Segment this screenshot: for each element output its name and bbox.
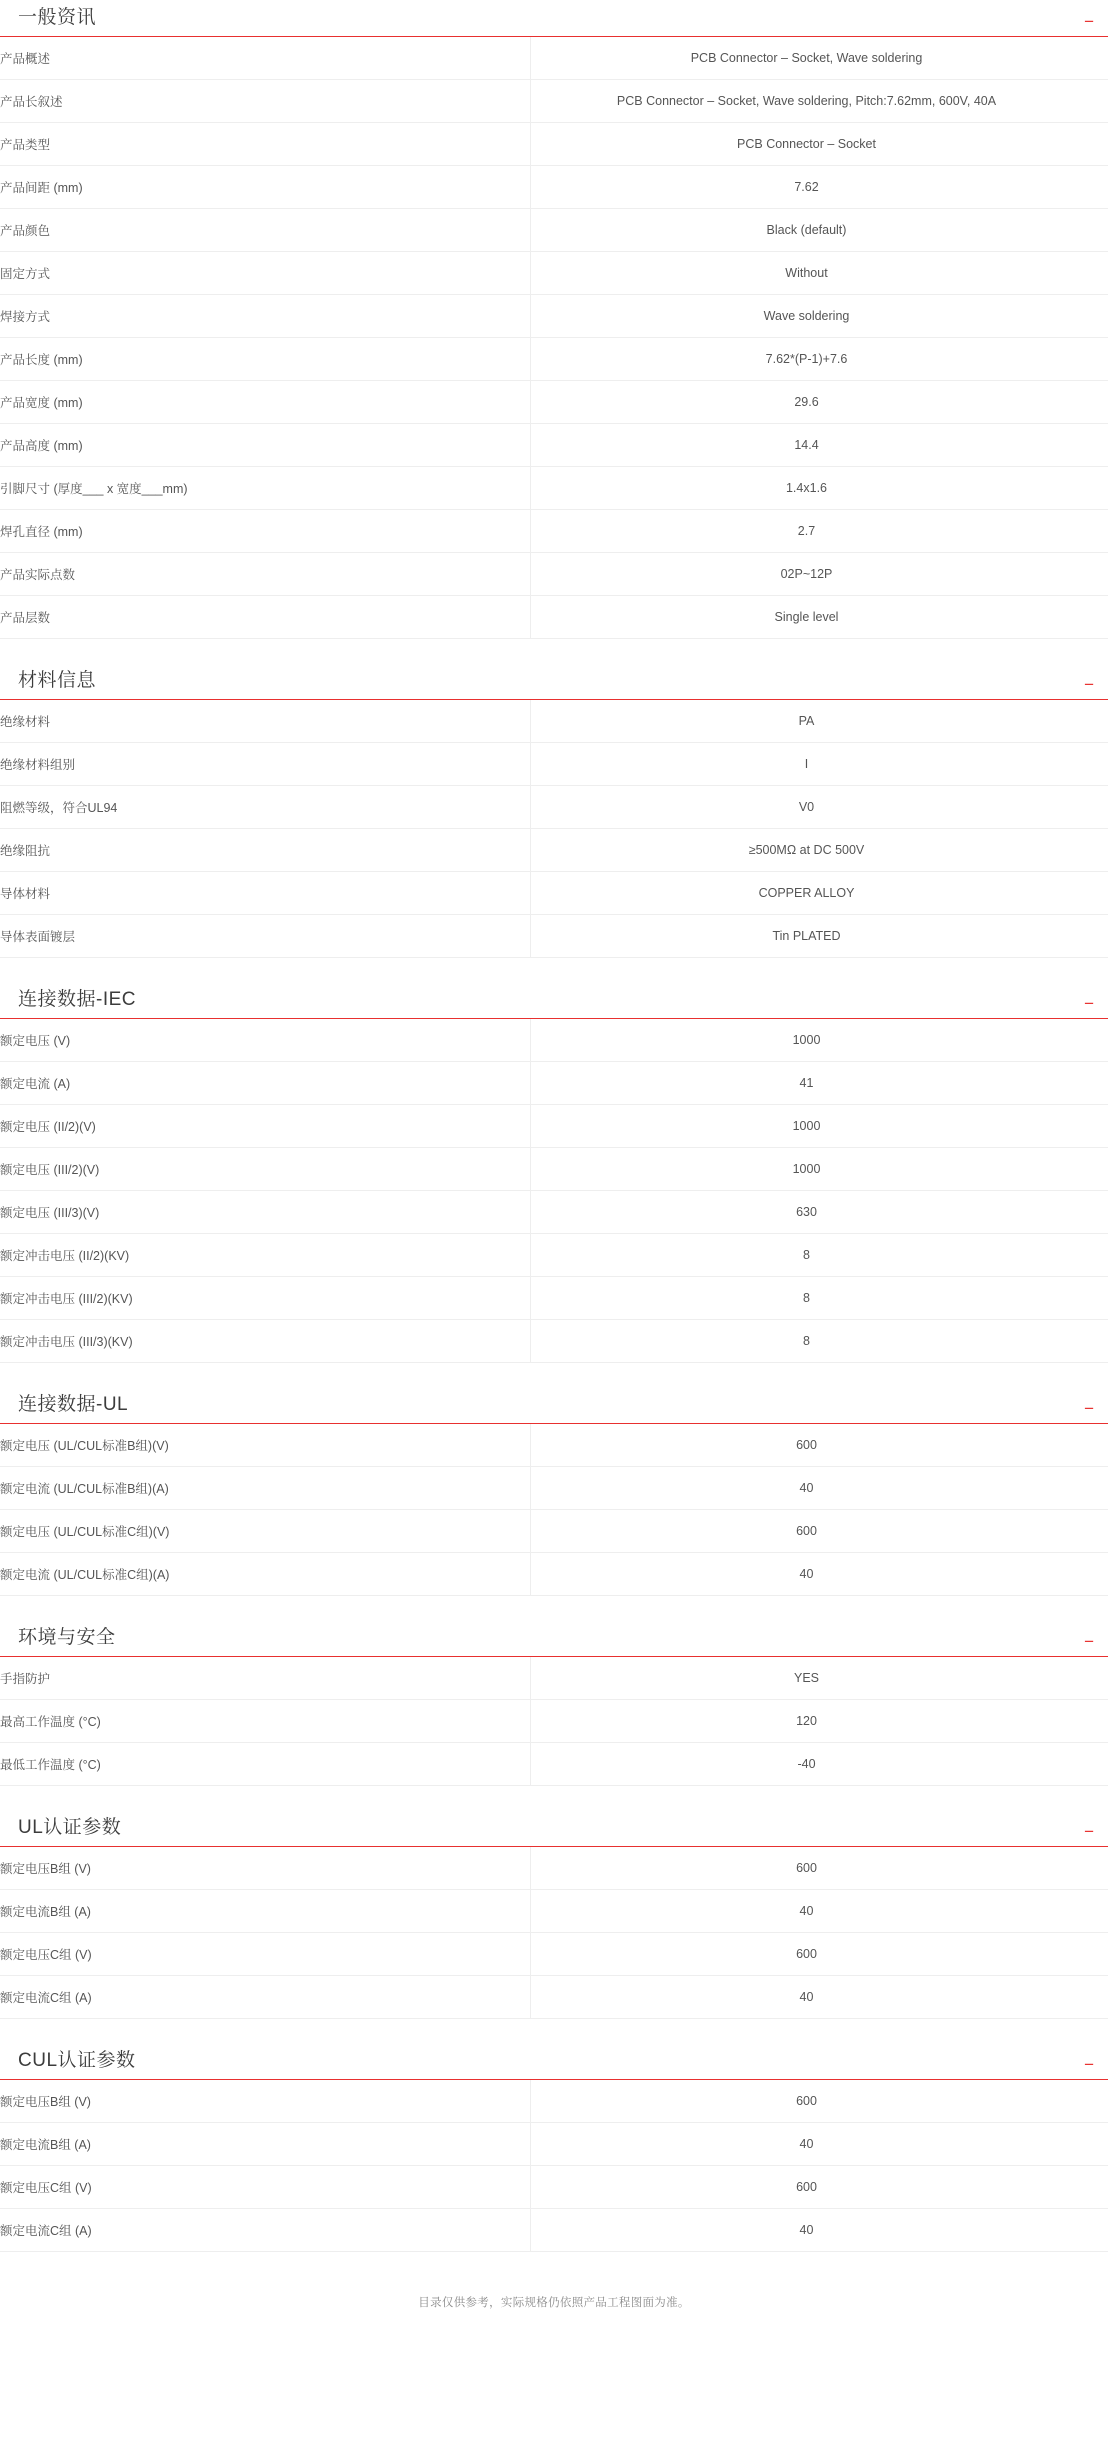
spec-value: 120 bbox=[796, 1714, 817, 1728]
spec-value: 40 bbox=[799, 1481, 814, 1495]
spec-value-cell bbox=[530, 1105, 1108, 1148]
spec-label: 绝缘阻抗 bbox=[0, 829, 530, 872]
spec-label: 额定电流 (UL/CUL标准B组)(A) bbox=[0, 1467, 530, 1510]
spec-value-cell bbox=[530, 2166, 1108, 2209]
spec-label: 产品概述 bbox=[0, 37, 530, 80]
spec-value: 600 bbox=[796, 2180, 817, 2194]
table-row bbox=[0, 252, 1108, 295]
spec-value-cell bbox=[530, 80, 1108, 123]
spec-value-cell bbox=[530, 1743, 1108, 1786]
spec-label: 额定电压 (V) bbox=[0, 1019, 530, 1062]
table-row bbox=[0, 1062, 1108, 1105]
spec-label: 额定电压B组 (V) bbox=[0, 1847, 530, 1890]
spec-value: 600 bbox=[796, 1438, 817, 1452]
spec-value-cell bbox=[530, 295, 1108, 338]
table-row bbox=[0, 743, 1108, 786]
spec-label: 产品层数 bbox=[0, 596, 530, 639]
table-row bbox=[0, 1191, 1108, 1234]
spec-value: PA bbox=[798, 714, 815, 728]
collapse-minus-icon[interactable]: − bbox=[1084, 2055, 1094, 2074]
spec-value-cell bbox=[530, 1890, 1108, 1933]
table-row bbox=[0, 596, 1108, 639]
spec-value-cell bbox=[530, 166, 1108, 209]
spec-value-cell bbox=[530, 37, 1108, 80]
spec-label: 额定电压 (UL/CUL标准B组)(V) bbox=[0, 1424, 530, 1467]
table-row bbox=[0, 2209, 1108, 2252]
spec-value: 40 bbox=[799, 2223, 814, 2237]
table-row bbox=[0, 1976, 1108, 2019]
collapse-minus-icon[interactable]: − bbox=[1084, 675, 1094, 694]
table-row bbox=[0, 872, 1108, 915]
spec-value: 8 bbox=[803, 1248, 810, 1262]
spec-value-cell bbox=[530, 2209, 1108, 2252]
spec-label: 产品实际点数 bbox=[0, 553, 530, 596]
spec-value-cell bbox=[530, 786, 1108, 829]
spec-value: 1.4x1.6 bbox=[785, 481, 827, 495]
spec-value-cell bbox=[530, 2123, 1108, 2166]
table-row bbox=[0, 1553, 1108, 1596]
spec-value: 7.62 bbox=[794, 180, 819, 194]
table-row bbox=[0, 1467, 1108, 1510]
spec-value: 600 bbox=[796, 1947, 817, 1961]
spec-label: 额定电压 (UL/CUL标准C组)(V) bbox=[0, 1510, 530, 1553]
spec-value-cell bbox=[530, 510, 1108, 553]
spec-table bbox=[0, 1019, 1108, 1363]
spec-table bbox=[0, 37, 1108, 639]
table-row bbox=[0, 829, 1108, 872]
table-row bbox=[0, 915, 1108, 958]
spec-label: 手指防护 bbox=[0, 1657, 530, 1700]
section-header bbox=[0, 665, 1108, 700]
table-row bbox=[0, 80, 1108, 123]
section-header bbox=[0, 984, 1108, 1019]
spec-value: ≥500MΩ at DC 500V bbox=[748, 843, 865, 857]
table-row bbox=[0, 786, 1108, 829]
table-row bbox=[0, 510, 1108, 553]
spec-value: 8 bbox=[803, 1291, 810, 1305]
spec-label: 导体表面镀层 bbox=[0, 915, 530, 958]
spec-value: 40 bbox=[799, 1990, 814, 2004]
spec-value-cell bbox=[530, 1976, 1108, 2019]
spec-value: 41 bbox=[799, 1076, 814, 1090]
section-title: 环境与安全 bbox=[18, 1627, 116, 1648]
spec-label: 额定电流C组 (A) bbox=[0, 2209, 530, 2252]
spec-value-cell bbox=[530, 1424, 1108, 1467]
spec-value: PCB Connector – Socket bbox=[737, 137, 876, 151]
table-row bbox=[0, 166, 1108, 209]
spec-value: COPPER ALLOY bbox=[758, 886, 855, 900]
spec-value-cell bbox=[530, 743, 1108, 786]
spec-value: 1000 bbox=[792, 1162, 821, 1176]
spec-section bbox=[0, 1622, 1108, 1786]
spec-label: 额定电流B组 (A) bbox=[0, 1890, 530, 1933]
table-row bbox=[0, 1847, 1108, 1890]
spec-label: 额定电压 (III/2)(V) bbox=[0, 1148, 530, 1191]
table-row bbox=[0, 1510, 1108, 1553]
spec-value: 02P~12P bbox=[780, 567, 833, 581]
spec-value-cell bbox=[530, 209, 1108, 252]
spec-value: 630 bbox=[796, 1205, 817, 1219]
spec-value: -40 bbox=[797, 1757, 816, 1771]
spec-label: 额定电压 (III/3)(V) bbox=[0, 1191, 530, 1234]
spec-value: 600 bbox=[796, 1861, 817, 1875]
table-row bbox=[0, 37, 1108, 80]
spec-value: 14.4 bbox=[794, 438, 819, 452]
spec-label: 焊接方式 bbox=[0, 295, 530, 338]
table-row bbox=[0, 1234, 1108, 1277]
spec-label: 额定冲击电压 (II/2)(KV) bbox=[0, 1234, 530, 1277]
spec-value-cell bbox=[530, 1148, 1108, 1191]
spec-section bbox=[0, 1389, 1108, 1596]
collapse-minus-icon[interactable]: − bbox=[1084, 994, 1094, 1013]
table-row bbox=[0, 209, 1108, 252]
table-row bbox=[0, 700, 1108, 743]
spec-section bbox=[0, 1812, 1108, 2019]
section-header bbox=[0, 1622, 1108, 1657]
spec-value: PCB Connector – Socket, Wave soldering bbox=[690, 51, 923, 65]
spec-value-cell bbox=[530, 1062, 1108, 1105]
table-row bbox=[0, 1320, 1108, 1363]
spec-value: 600 bbox=[796, 2094, 817, 2108]
table-row bbox=[0, 1148, 1108, 1191]
spec-value: 40 bbox=[799, 2137, 814, 2151]
spec-label: 产品宽度 (mm) bbox=[0, 381, 530, 424]
spec-value: I bbox=[804, 757, 809, 771]
spec-label: 固定方式 bbox=[0, 252, 530, 295]
spec-value-cell bbox=[530, 1277, 1108, 1320]
section-title: UL认证参数 bbox=[18, 1817, 122, 1838]
table-row bbox=[0, 338, 1108, 381]
spec-label: 最低工作温度 (°C) bbox=[0, 1743, 530, 1786]
spec-value-cell bbox=[530, 1191, 1108, 1234]
table-row bbox=[0, 1105, 1108, 1148]
spec-label: 产品高度 (mm) bbox=[0, 424, 530, 467]
spec-table bbox=[0, 1657, 1108, 1786]
spec-value-cell bbox=[530, 1700, 1108, 1743]
section-title: 材料信息 bbox=[18, 670, 97, 691]
spec-value-cell bbox=[530, 596, 1108, 639]
spec-label: 额定电流 (UL/CUL标准C组)(A) bbox=[0, 1553, 530, 1596]
spec-label: 焊孔直径 (mm) bbox=[0, 510, 530, 553]
spec-value: Wave soldering bbox=[763, 309, 850, 323]
table-row bbox=[0, 467, 1108, 510]
spec-value-cell bbox=[530, 424, 1108, 467]
spec-value: V0 bbox=[798, 800, 815, 814]
spec-label: 最高工作温度 (°C) bbox=[0, 1700, 530, 1743]
spec-section bbox=[0, 0, 1108, 639]
spec-table bbox=[0, 1847, 1108, 2019]
spec-label: 额定电流 (A) bbox=[0, 1062, 530, 1105]
spec-value-cell bbox=[530, 1320, 1108, 1363]
spec-value-cell bbox=[530, 1234, 1108, 1277]
collapse-minus-icon[interactable]: − bbox=[1084, 1632, 1094, 1651]
spec-label: 产品长度 (mm) bbox=[0, 338, 530, 381]
section-title: 一般资讯 bbox=[18, 7, 97, 28]
spec-label: 产品颜色 bbox=[0, 209, 530, 252]
table-row bbox=[0, 1019, 1108, 1062]
table-row bbox=[0, 123, 1108, 166]
spec-table bbox=[0, 2080, 1108, 2252]
collapse-minus-icon[interactable]: − bbox=[1084, 1399, 1094, 1418]
table-row bbox=[0, 1933, 1108, 1976]
table-row bbox=[0, 1657, 1108, 1700]
spec-table bbox=[0, 1424, 1108, 1596]
spec-value-cell bbox=[530, 381, 1108, 424]
spec-section bbox=[0, 2045, 1108, 2252]
spec-label: 产品长叙述 bbox=[0, 80, 530, 123]
spec-value-cell bbox=[530, 700, 1108, 743]
table-row bbox=[0, 553, 1108, 596]
table-row bbox=[0, 1277, 1108, 1320]
spec-value: 40 bbox=[799, 1567, 814, 1581]
spec-label: 产品类型 bbox=[0, 123, 530, 166]
spec-section bbox=[0, 665, 1108, 958]
spec-value: 1000 bbox=[792, 1119, 821, 1133]
spec-value: 7.62*(P-1)+7.6 bbox=[765, 352, 848, 366]
section-header bbox=[0, 1812, 1108, 1847]
spec-value-cell bbox=[530, 1467, 1108, 1510]
spec-section bbox=[0, 984, 1108, 1363]
spec-value-cell bbox=[530, 467, 1108, 510]
spec-label: 阻燃等级，符合UL94 bbox=[0, 786, 530, 829]
spec-value-cell bbox=[530, 1019, 1108, 1062]
spec-label: 额定电流B组 (A) bbox=[0, 2123, 530, 2166]
table-row bbox=[0, 424, 1108, 467]
table-row bbox=[0, 2166, 1108, 2209]
spec-label: 绝缘材料组别 bbox=[0, 743, 530, 786]
spec-value: Without bbox=[785, 266, 828, 280]
spec-label: 额定冲击电压 (III/3)(KV) bbox=[0, 1320, 530, 1363]
spec-label: 额定冲击电压 (III/2)(KV) bbox=[0, 1277, 530, 1320]
spec-value-cell bbox=[530, 1657, 1108, 1700]
collapse-minus-icon[interactable]: − bbox=[1084, 12, 1094, 31]
spec-value-cell bbox=[530, 252, 1108, 295]
spec-value-cell bbox=[530, 915, 1108, 958]
table-row bbox=[0, 2080, 1108, 2123]
spec-value-cell bbox=[530, 123, 1108, 166]
spec-value: PCB Connector – Socket, Wave soldering, Pitch:7.62mm, 600V, 40A bbox=[616, 94, 997, 108]
spec-value-cell bbox=[530, 2080, 1108, 2123]
spec-value: YES bbox=[793, 1671, 819, 1685]
spec-value-cell bbox=[530, 553, 1108, 596]
spec-label: 额定电流C组 (A) bbox=[0, 1976, 530, 2019]
spec-value-cell bbox=[530, 829, 1108, 872]
spec-value: Single level bbox=[774, 610, 839, 624]
spec-value: 29.6 bbox=[794, 395, 819, 409]
table-row bbox=[0, 1743, 1108, 1786]
spec-value-cell bbox=[530, 338, 1108, 381]
spec-value: 600 bbox=[796, 1524, 817, 1538]
section-title: 连接数据-UL bbox=[18, 1394, 129, 1415]
table-row bbox=[0, 295, 1108, 338]
spec-value: Black (default) bbox=[766, 223, 847, 237]
spec-label: 额定电压B组 (V) bbox=[0, 2080, 530, 2123]
section-header bbox=[0, 1389, 1108, 1424]
spec-value: 40 bbox=[799, 1904, 814, 1918]
spec-value-cell bbox=[530, 1933, 1108, 1976]
spec-label: 导体材料 bbox=[0, 872, 530, 915]
spec-label: 绝缘材料 bbox=[0, 700, 530, 743]
spec-value: 2.7 bbox=[797, 524, 816, 538]
spec-value: 1000 bbox=[792, 1033, 821, 1047]
section-header bbox=[0, 0, 1108, 37]
table-row bbox=[0, 1424, 1108, 1467]
footer-note: 目录仅供参考，实际规格仍依照产品工程图面为准。 bbox=[418, 2297, 690, 2309]
spec-label: 引脚尺寸 (厚度___ x 宽度___mm) bbox=[0, 467, 530, 510]
spec-label: 额定电压C组 (V) bbox=[0, 1933, 530, 1976]
table-row bbox=[0, 1890, 1108, 1933]
spec-value: Tin PLATED bbox=[772, 929, 841, 943]
spec-table bbox=[0, 700, 1108, 958]
table-row bbox=[0, 2123, 1108, 2166]
spec-label: 额定电压 (II/2)(V) bbox=[0, 1105, 530, 1148]
section-title: CUL认证参数 bbox=[18, 2050, 136, 2071]
section-header bbox=[0, 2045, 1108, 2080]
spec-value-cell bbox=[530, 872, 1108, 915]
spec-value-cell bbox=[530, 1847, 1108, 1890]
table-row bbox=[0, 1700, 1108, 1743]
section-title: 连接数据-IEC bbox=[18, 989, 137, 1010]
spec-value-cell bbox=[530, 1510, 1108, 1553]
spec-value-cell bbox=[530, 1553, 1108, 1596]
collapse-minus-icon[interactable]: − bbox=[1084, 1822, 1094, 1841]
spec-value: 8 bbox=[803, 1334, 810, 1348]
spec-label: 额定电压C组 (V) bbox=[0, 2166, 530, 2209]
spec-label: 产品间距 (mm) bbox=[0, 166, 530, 209]
table-row bbox=[0, 381, 1108, 424]
